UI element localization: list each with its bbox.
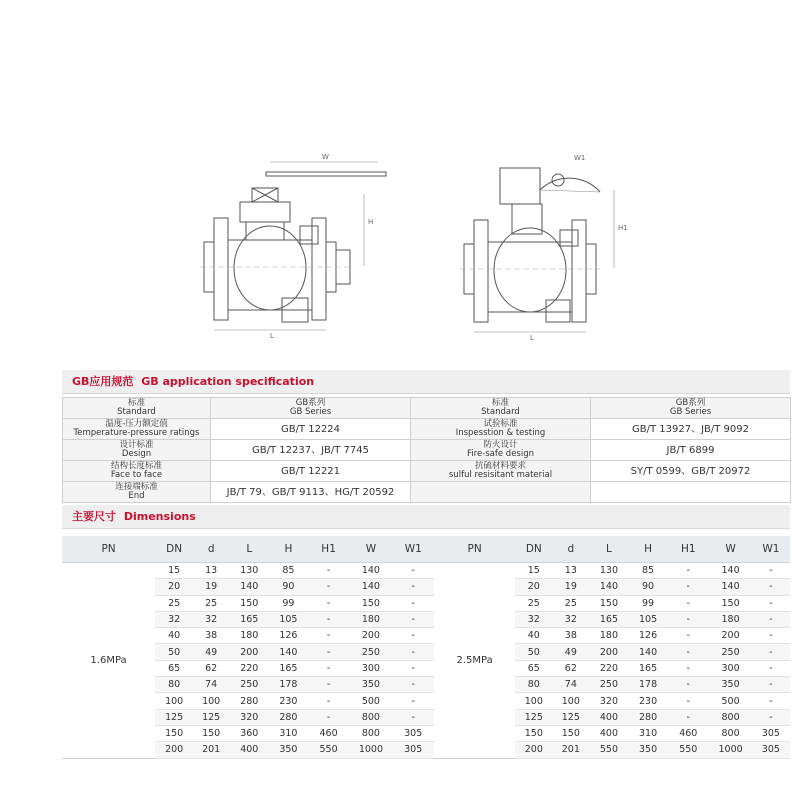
table-cell: 320 — [589, 693, 629, 709]
table-cell: 200 — [589, 644, 629, 660]
pn-left-cell: 1.6MPa — [62, 563, 155, 759]
right-l-label: L — [530, 334, 534, 342]
table-cell: 32 — [553, 611, 589, 627]
pn-right-cell: 2.5MPa — [434, 563, 514, 759]
table-cell: - — [667, 693, 709, 709]
spec-header-row — [63, 398, 791, 419]
spec-label-cn: 温度-压力额定值 — [105, 419, 168, 429]
spec-label-cn: 结构长度标准 — [110, 461, 162, 471]
table-cell: - — [392, 709, 434, 725]
table-cell: 250 — [350, 644, 392, 660]
table-cell: 1000 — [350, 742, 392, 758]
col-header: PN — [434, 536, 514, 563]
spec-cell: GB/T 12221 — [211, 461, 411, 482]
gb-spec-table — [62, 397, 791, 503]
table-cell: 180 — [589, 628, 629, 644]
spec-label-en: Fire-safe design — [467, 449, 534, 459]
left-l-label: L — [270, 332, 274, 340]
table-cell: 32 — [515, 611, 553, 627]
table-row — [62, 677, 790, 693]
table-cell: 130 — [229, 563, 269, 579]
table-cell: - — [307, 628, 349, 644]
table-cell: 350 — [709, 677, 751, 693]
spec-label-cn: GB系列 — [675, 398, 706, 408]
spec-label-en: Standard — [117, 407, 156, 417]
table-cell: 20 — [155, 579, 193, 595]
table-cell: 62 — [553, 660, 589, 676]
table-cell: 220 — [589, 660, 629, 676]
table-cell: - — [667, 660, 709, 676]
table-cell: 140 — [629, 644, 667, 660]
table-row — [62, 693, 790, 709]
table-cell: - — [752, 660, 790, 676]
table-cell: 200 — [709, 628, 751, 644]
table-cell: 165 — [589, 611, 629, 627]
table-cell: 65 — [155, 660, 193, 676]
spec-cell: GB/T 12237、JB/T 7745 — [211, 440, 411, 461]
table-cell: 140 — [229, 579, 269, 595]
table-cell: 25 — [193, 595, 229, 611]
table-cell: 32 — [155, 611, 193, 627]
spec-cell: GB/T 12224 — [211, 419, 411, 440]
col-header: d — [553, 536, 589, 563]
table-cell: - — [307, 644, 349, 660]
table-cell: - — [307, 677, 349, 693]
table-cell: 15 — [515, 563, 553, 579]
spec-row — [63, 419, 791, 440]
spec-row — [63, 461, 791, 482]
table-row — [62, 660, 790, 676]
spec-cell — [411, 482, 591, 503]
table-cell: 99 — [269, 595, 307, 611]
table-cell: 165 — [269, 660, 307, 676]
spec-cell — [63, 482, 211, 503]
table-cell: 85 — [629, 563, 667, 579]
table-cell: 100 — [515, 693, 553, 709]
table-row — [62, 579, 790, 595]
dimensions-header-row — [62, 536, 790, 563]
table-cell: 201 — [553, 742, 589, 758]
table-cell: 250 — [229, 677, 269, 693]
spec-header-standard-2 — [411, 398, 591, 419]
table-cell: 125 — [155, 709, 193, 725]
spec-header-standard — [63, 398, 211, 419]
valve-technical-drawing — [0, 150, 800, 350]
table-cell: 105 — [269, 611, 307, 627]
spec-cell: SY/T 0599、GB/T 20972 — [591, 461, 791, 482]
table-cell: 200 — [350, 628, 392, 644]
table-cell: - — [752, 611, 790, 627]
col-header: PN — [62, 536, 155, 563]
table-cell: 150 — [709, 595, 751, 611]
table-cell: 180 — [229, 628, 269, 644]
lever-ball-valve-drawing — [200, 162, 386, 330]
right-w1-label: W1 — [574, 154, 586, 162]
dimensions-title-cn: 主要尺寸 — [72, 510, 116, 523]
table-cell: - — [667, 677, 709, 693]
spec-label-cn: GB系列 — [295, 398, 326, 408]
table-row — [62, 709, 790, 725]
table-row — [62, 611, 790, 627]
table-cell: - — [392, 693, 434, 709]
table-cell: - — [752, 644, 790, 660]
table-cell: 800 — [709, 709, 751, 725]
table-cell: - — [752, 563, 790, 579]
table-cell: 49 — [553, 644, 589, 660]
table-cell: 280 — [629, 709, 667, 725]
table-cell: 180 — [709, 611, 751, 627]
table-cell: 100 — [553, 693, 589, 709]
spec-cell — [63, 440, 211, 461]
table-cell: 90 — [629, 579, 667, 595]
table-cell: 460 — [667, 725, 709, 741]
spec-cell — [411, 440, 591, 461]
col-header: W — [350, 536, 392, 563]
spec-header-series — [211, 398, 411, 419]
table-cell: 140 — [269, 644, 307, 660]
spec-label-en: sulful resisitant material — [448, 470, 553, 480]
table-cell: 38 — [193, 628, 229, 644]
table-cell: 25 — [553, 595, 589, 611]
table-cell: 800 — [350, 725, 392, 741]
table-cell: - — [752, 677, 790, 693]
table-cell: 550 — [667, 742, 709, 758]
table-cell: 140 — [350, 563, 392, 579]
spec-row — [63, 482, 791, 503]
table-cell: 150 — [350, 595, 392, 611]
table-cell: 500 — [709, 693, 751, 709]
table-cell: 250 — [709, 644, 751, 660]
table-cell: 1000 — [709, 742, 751, 758]
table-cell: 140 — [709, 563, 751, 579]
table-cell: 305 — [752, 742, 790, 758]
table-cell: 350 — [350, 677, 392, 693]
table-cell: 300 — [350, 660, 392, 676]
table-cell: 80 — [155, 677, 193, 693]
table-cell: 126 — [629, 628, 667, 644]
table-cell: 300 — [709, 660, 751, 676]
table-cell: 550 — [589, 742, 629, 758]
table-cell: - — [307, 579, 349, 595]
table-cell: 140 — [589, 579, 629, 595]
table-cell: 150 — [589, 595, 629, 611]
table-cell: 150 — [515, 725, 553, 741]
table-cell: 150 — [553, 725, 589, 741]
table-cell: 360 — [229, 725, 269, 741]
table-cell: - — [392, 677, 434, 693]
table-cell: 65 — [515, 660, 553, 676]
table-cell: 180 — [350, 611, 392, 627]
spec-row — [63, 440, 791, 461]
table-cell: - — [307, 611, 349, 627]
table-cell: - — [752, 595, 790, 611]
spec-cell — [63, 419, 211, 440]
table-cell: 305 — [392, 725, 434, 741]
table-cell: - — [752, 693, 790, 709]
table-cell: 400 — [589, 725, 629, 741]
table-cell: - — [667, 611, 709, 627]
table-cell: 90 — [269, 579, 307, 595]
table-cell: - — [307, 563, 349, 579]
table-cell: 40 — [155, 628, 193, 644]
table-cell: - — [307, 693, 349, 709]
table-cell: 200 — [515, 742, 553, 758]
table-cell: - — [307, 709, 349, 725]
table-cell: 38 — [553, 628, 589, 644]
col-header: W1 — [392, 536, 434, 563]
table-cell: - — [667, 709, 709, 725]
col-header: DN — [155, 536, 193, 563]
table-cell: 74 — [553, 677, 589, 693]
table-cell: 105 — [629, 611, 667, 627]
right-h1-label: H1 — [618, 224, 628, 232]
gb-spec-title-cn: GB应用规范 — [72, 375, 134, 388]
table-cell: 32 — [193, 611, 229, 627]
spec-label-cn: 抗硫材料要求 — [474, 461, 526, 471]
table-cell: 13 — [553, 563, 589, 579]
table-cell: 100 — [193, 693, 229, 709]
table-cell: - — [752, 628, 790, 644]
table-cell: - — [667, 579, 709, 595]
table-cell: - — [307, 595, 349, 611]
col-header: H — [629, 536, 667, 563]
table-cell: 220 — [229, 660, 269, 676]
table-cell: 800 — [709, 725, 751, 741]
table-cell: 500 — [350, 693, 392, 709]
table-cell: 178 — [269, 677, 307, 693]
table-cell: - — [307, 660, 349, 676]
table-cell: 80 — [515, 677, 553, 693]
table-cell: - — [667, 644, 709, 660]
table-cell: - — [752, 579, 790, 595]
spec-label-en: Standard — [481, 407, 520, 417]
col-header: H1 — [667, 536, 709, 563]
spec-label-en: Face to face — [110, 470, 163, 480]
table-cell: 230 — [629, 693, 667, 709]
left-w-label: W — [322, 153, 329, 161]
spec-cell: JB/T 6899 — [591, 440, 791, 461]
table-cell: 25 — [155, 595, 193, 611]
table-cell: 150 — [193, 725, 229, 741]
dimensions-title-en: Dimensions — [123, 510, 196, 523]
table-cell: 460 — [307, 725, 349, 741]
table-cell: 280 — [229, 693, 269, 709]
table-cell: - — [392, 611, 434, 627]
table-cell: 126 — [269, 628, 307, 644]
table-cell: 350 — [269, 742, 307, 758]
gb-spec-title-en: GB application specification — [141, 375, 315, 388]
table-cell: 165 — [629, 660, 667, 676]
spec-cell — [411, 419, 591, 440]
table-cell: 320 — [229, 709, 269, 725]
table-cell: 130 — [589, 563, 629, 579]
table-cell: 74 — [193, 677, 229, 693]
table-cell: - — [752, 709, 790, 725]
spec-label-cn: 标准 — [491, 398, 509, 408]
table-cell: 178 — [629, 677, 667, 693]
spec-label-en: Design — [121, 449, 152, 459]
table-cell: 40 — [515, 628, 553, 644]
table-cell: 250 — [589, 677, 629, 693]
table-cell: 50 — [515, 644, 553, 660]
spec-label-en: GB Series — [669, 407, 712, 417]
table-cell: 99 — [629, 595, 667, 611]
col-header: H — [269, 536, 307, 563]
left-h-label: H — [368, 218, 374, 226]
col-header: W1 — [752, 536, 790, 563]
spec-label-cn: 防火设计 — [483, 440, 518, 450]
gb-spec-heading — [62, 370, 790, 394]
col-header: W — [709, 536, 751, 563]
spec-cell: JB/T 79、GB/T 9113、HG/T 20592 — [211, 482, 411, 503]
col-header: d — [193, 536, 229, 563]
table-row — [62, 725, 790, 741]
table-cell: 125 — [553, 709, 589, 725]
spec-cell — [591, 482, 791, 503]
table-row — [62, 595, 790, 611]
table-cell: - — [667, 628, 709, 644]
spec-label-cn: 标准 — [127, 398, 145, 408]
table-cell: 400 — [229, 742, 269, 758]
spec-label-cn: 设计标准 — [119, 440, 154, 450]
table-cell: 140 — [350, 579, 392, 595]
table-cell: 25 — [515, 595, 553, 611]
table-cell: - — [392, 644, 434, 660]
table-cell: - — [392, 628, 434, 644]
spec-cell — [63, 461, 211, 482]
table-cell: 230 — [269, 693, 307, 709]
spec-label-en: End — [128, 491, 145, 501]
col-header: L — [589, 536, 629, 563]
dimensions-heading — [62, 505, 790, 529]
table-cell: - — [392, 595, 434, 611]
table-cell: 20 — [515, 579, 553, 595]
table-cell: 85 — [269, 563, 307, 579]
spec-cell — [411, 461, 591, 482]
table-cell: 800 — [350, 709, 392, 725]
table-row — [62, 644, 790, 660]
table-cell: 100 — [155, 693, 193, 709]
spec-label-cn: 试验标准 — [483, 419, 518, 429]
table-cell: - — [392, 660, 434, 676]
table-cell: 19 — [193, 579, 229, 595]
dimensions-table — [62, 536, 790, 759]
spec-label-en: Temperature-pressure ratings — [73, 428, 200, 438]
spec-cell: GB/T 13927、JB/T 9092 — [591, 419, 791, 440]
table-cell: 400 — [589, 709, 629, 725]
table-cell: 150 — [155, 725, 193, 741]
table-cell: 305 — [752, 725, 790, 741]
table-cell: 140 — [709, 579, 751, 595]
table-cell: - — [667, 563, 709, 579]
spec-header-series-2 — [591, 398, 791, 419]
table-cell: - — [392, 579, 434, 595]
table-cell: 50 — [155, 644, 193, 660]
table-cell: 62 — [193, 660, 229, 676]
table-cell: 310 — [269, 725, 307, 741]
table-cell: 15 — [155, 563, 193, 579]
table-cell: - — [392, 563, 434, 579]
table-cell: 201 — [193, 742, 229, 758]
table-cell: 13 — [193, 563, 229, 579]
table-cell: 19 — [553, 579, 589, 595]
table-cell: 200 — [229, 644, 269, 660]
table-cell: 125 — [515, 709, 553, 725]
spec-label-cn: 连接端标准 — [115, 482, 158, 492]
table-row — [62, 628, 790, 644]
table-cell: 305 — [392, 742, 434, 758]
col-header: DN — [515, 536, 553, 563]
col-header: L — [229, 536, 269, 563]
table-cell: 310 — [629, 725, 667, 741]
table-row — [62, 742, 790, 758]
gear-ball-valve-drawing — [460, 168, 614, 332]
table-cell: 280 — [269, 709, 307, 725]
table-cell: - — [667, 595, 709, 611]
table-row — [62, 563, 790, 579]
col-header: H1 — [307, 536, 349, 563]
table-cell: 165 — [229, 611, 269, 627]
spec-label-en: Inspesstion & testing — [455, 428, 546, 438]
table-cell: 150 — [229, 595, 269, 611]
table-cell: 350 — [629, 742, 667, 758]
table-cell: 49 — [193, 644, 229, 660]
spec-label-en: GB Series — [289, 407, 332, 417]
table-cell: 125 — [193, 709, 229, 725]
table-cell: 200 — [155, 742, 193, 758]
table-cell: 550 — [307, 742, 349, 758]
